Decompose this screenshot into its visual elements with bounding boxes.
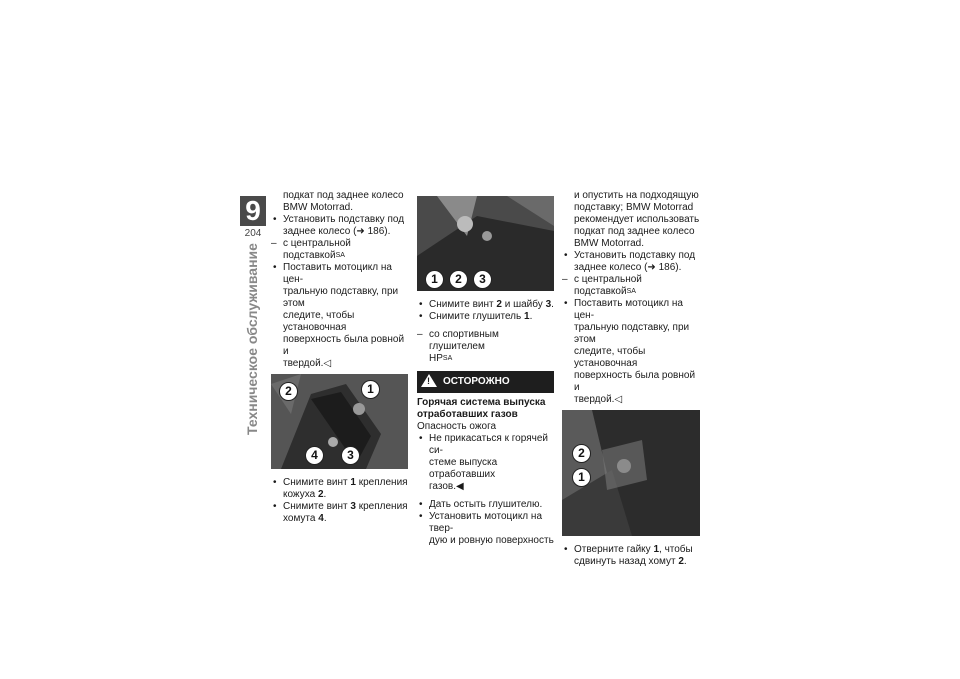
figure-label: 2 [449, 270, 468, 289]
step-remove-muffler: • Снимите глушитель 1. [417, 311, 554, 323]
figure-muffler-mount [417, 196, 554, 291]
figure-clamp-nut [562, 410, 700, 536]
chapter-number-tab [240, 196, 266, 226]
step-put-on-stand: • Поставить мотоцикл на цен- тральную подставку, при этом следите, чтобы установочная поверхность была ровной и твердой.◁ [562, 298, 700, 406]
chapter-number: 9 [245, 195, 261, 226]
figure-label: 1 [425, 270, 444, 289]
page-ref-arrow-icon: ➜ [647, 262, 656, 273]
figure-label: 1 [572, 468, 591, 487]
warning-text: Опасность ожога [417, 421, 497, 432]
warning-heading: Горячая система выпуска отработавших газов [417, 397, 546, 420]
figure-label: 2 [279, 382, 298, 401]
end-mark-icon: ◁ [323, 358, 332, 369]
page-number: 204 [244, 228, 262, 239]
end-mark-icon: ◁ [614, 394, 623, 405]
step-install-stand: • Установить подставку под заднее колесо (➜ 186). [562, 250, 700, 274]
column-2 [417, 196, 554, 547]
figure-label: 2 [572, 444, 591, 463]
column-1 [271, 190, 408, 525]
step-remove-screw-1: • Снимите винт 1 крепления кожуха 2. [271, 477, 408, 501]
warning-banner [417, 371, 554, 393]
variant-center-stand: – с центральной подставкой$^{SA}$ [271, 238, 408, 262]
column-3 [562, 190, 700, 568]
step-remove-screw-3: • Снимите винт 3 крепления хомута 4. [271, 501, 408, 525]
step-unscrew-nut: • Отверните гайку 1, чтобы сдвинуть назад хомут 2. [562, 544, 700, 568]
figure-label: 3 [473, 270, 492, 289]
step-cool-muffler: • Дать остыть глушителю. [417, 499, 554, 511]
figure-muffler-cover [271, 374, 408, 469]
step-place-motorcycle: • Установить мотоцикл на твер- дую и ровную поверхность [417, 511, 554, 547]
figure-label: 4 [305, 446, 324, 465]
step-install-stand: • Установить подставку под заднее колесо (➜ 186). [271, 214, 408, 238]
page-ref-arrow-icon: ➜ [356, 226, 365, 237]
chapter-title: Техническое обслуживание [244, 243, 260, 435]
intro-text: подкат под заднее колесо BMW Motorrad. [283, 190, 404, 213]
warning-bullet: • Не прикасаться к горячей си- стеме выпуска отработавших газов.◀ [417, 433, 554, 493]
warning-end-icon: ◀ [456, 481, 464, 492]
warning-title: ОСТОРОЖНО [443, 376, 510, 387]
variant-sport-muffler: – со спортивным глушителем $HP^{SA}$ [417, 329, 554, 365]
figure-label: 1 [361, 380, 380, 399]
step-remove-screw-2: • Снимите винт 2 и шайбу 3. [417, 299, 554, 311]
step-put-on-stand: • Поставить мотоцикл на цен- тральную подставку, при этом следите, чтобы установочная поверхность была ровной и твердой.◁ [271, 262, 408, 370]
warning-icon [421, 374, 437, 387]
figure-label: 3 [341, 446, 360, 465]
variant-center-stand: – с центральной подставкой$^{SA}$ [562, 274, 700, 298]
intro-text: и опустить на подходящую подставку; BMW Motorrad рекомендует использовать подкат под заднее колесо BMW Motorrad. [574, 190, 700, 249]
